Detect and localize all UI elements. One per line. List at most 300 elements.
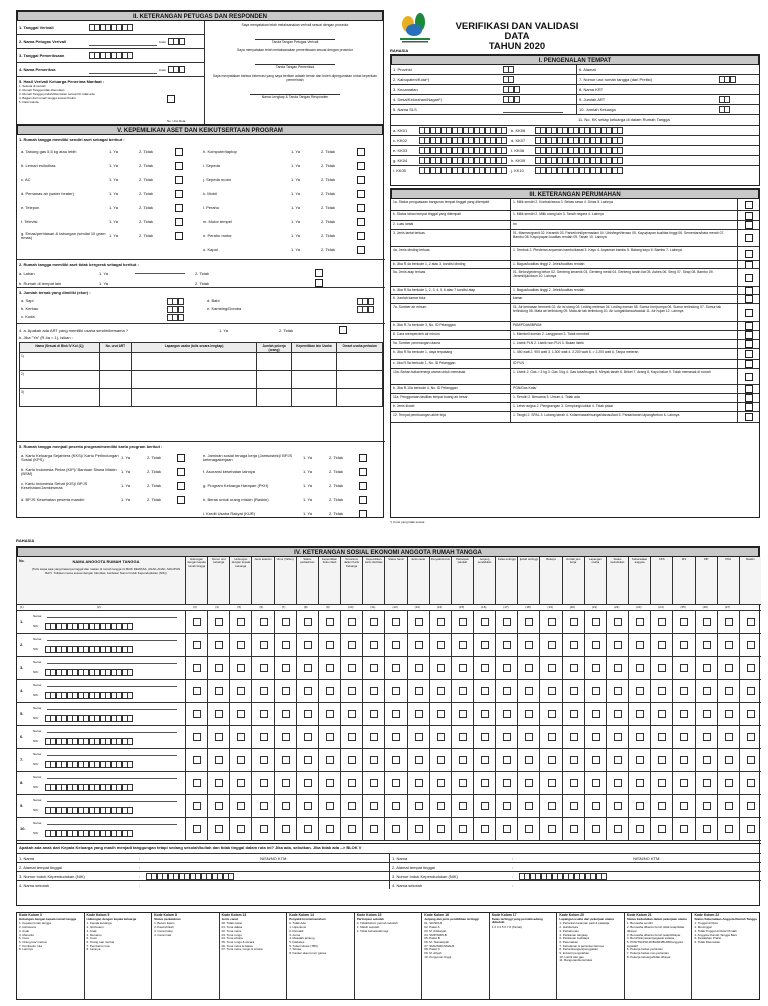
member-answer-box[interactable]: [636, 641, 644, 649]
member-answer-box[interactable]: [215, 664, 223, 672]
member-answer-box[interactable]: [215, 641, 223, 649]
member-answer-box[interactable]: [503, 733, 511, 741]
q2a-box[interactable]: [315, 269, 323, 277]
usaha-row[interactable]: 2): [20, 371, 383, 389]
housing-answer-box[interactable]: [745, 250, 753, 258]
member-answer-box[interactable]: [725, 756, 733, 764]
asset-answer-box[interactable]: [357, 218, 365, 226]
member-answer-box[interactable]: [304, 687, 312, 695]
member-answer-box[interactable]: [481, 687, 489, 695]
kk07-boxes[interactable]: [535, 137, 623, 144]
member-name-field[interactable]: [47, 774, 177, 779]
member-answer-box[interactable]: [260, 687, 268, 695]
kk06-boxes[interactable]: [535, 127, 623, 134]
member-answer-box[interactable]: [592, 825, 600, 833]
member-answer-box[interactable]: [437, 641, 445, 649]
member-answer-box[interactable]: [614, 802, 622, 810]
housing-answer-box[interactable]: [745, 234, 753, 242]
hasil-code-box[interactable]: [167, 95, 175, 103]
member-answer-box[interactable]: [703, 779, 711, 787]
member-answer-box[interactable]: [392, 779, 400, 787]
member-nik-boxes[interactable]: [45, 646, 133, 653]
usaha-row[interactable]: 1): [20, 353, 383, 371]
member-answer-box[interactable]: [459, 618, 467, 626]
member-answer-box[interactable]: [592, 618, 600, 626]
member-answer-box[interactable]: [747, 825, 755, 833]
member-answer-box[interactable]: [703, 710, 711, 718]
member-answer-box[interactable]: [459, 756, 467, 764]
housing-answer-box[interactable]: [745, 373, 753, 381]
kk09-boxes[interactable]: [535, 157, 623, 164]
member-nik-boxes[interactable]: [45, 830, 133, 837]
kk01-boxes[interactable]: [419, 127, 507, 134]
member-answer-box[interactable]: [304, 710, 312, 718]
member-answer-box[interactable]: [304, 733, 312, 741]
asset-answer-box[interactable]: [175, 148, 183, 156]
member-answer-box[interactable]: [215, 756, 223, 764]
member-answer-box[interactable]: [392, 664, 400, 672]
member-answer-box[interactable]: [503, 664, 511, 672]
program-answer-box[interactable]: [359, 496, 367, 504]
member-answer-box[interactable]: [193, 687, 201, 695]
member-answer-box[interactable]: [370, 756, 378, 764]
member-answer-box[interactable]: [193, 779, 201, 787]
member-answer-box[interactable]: [304, 641, 312, 649]
member-answer-box[interactable]: [392, 802, 400, 810]
member-answer-box[interactable]: [348, 733, 356, 741]
member-answer-box[interactable]: [459, 710, 467, 718]
nama-sls-field[interactable]: [503, 106, 563, 113]
member-answer-box[interactable]: [326, 687, 334, 695]
housing-answer-box[interactable]: [745, 331, 753, 339]
member-answer-box[interactable]: [459, 733, 467, 741]
member-answer-box[interactable]: [370, 733, 378, 741]
housing-answer-box[interactable]: [745, 309, 753, 317]
member-answer-box[interactable]: [326, 664, 334, 672]
asset-answer-box[interactable]: [357, 148, 365, 156]
tanggal-pemeriksaan-boxes[interactable]: [89, 52, 133, 59]
housing-answer-box[interactable]: [745, 212, 753, 220]
member-answer-box[interactable]: [348, 756, 356, 764]
program-answer-box[interactable]: [177, 496, 185, 504]
provinsi-boxes[interactable]: [503, 66, 514, 73]
member-answer-box[interactable]: [260, 825, 268, 833]
member-name-field[interactable]: [47, 659, 177, 664]
member-answer-box[interactable]: [415, 710, 423, 718]
kerbau-boxes[interactable]: [167, 306, 184, 313]
member-answer-box[interactable]: [503, 756, 511, 764]
member-answer-box[interactable]: [459, 664, 467, 672]
member-answer-box[interactable]: [680, 825, 688, 833]
member-answer-box[interactable]: [725, 641, 733, 649]
member-answer-box[interactable]: [304, 779, 312, 787]
kk02-boxes[interactable]: [419, 137, 507, 144]
program-answer-box[interactable]: [359, 510, 367, 518]
asset-answer-box[interactable]: [357, 190, 365, 198]
member-name-field[interactable]: [47, 820, 177, 825]
member-answer-box[interactable]: [570, 733, 578, 741]
member-answer-box[interactable]: [614, 687, 622, 695]
member-answer-box[interactable]: [193, 802, 201, 810]
q2b-box[interactable]: [315, 279, 323, 287]
housing-answer-box[interactable]: [745, 201, 753, 209]
member-answer-box[interactable]: [282, 641, 290, 649]
member-answer-box[interactable]: [636, 687, 644, 695]
member-answer-box[interactable]: [260, 802, 268, 810]
member-answer-box[interactable]: [548, 641, 556, 649]
member-answer-box[interactable]: [326, 779, 334, 787]
member-answer-box[interactable]: [193, 641, 201, 649]
member-answer-box[interactable]: [525, 779, 533, 787]
member-answer-box[interactable]: [415, 664, 423, 672]
housing-answer-box[interactable]: [745, 394, 753, 402]
member-answer-box[interactable]: [437, 756, 445, 764]
member-answer-box[interactable]: [459, 687, 467, 695]
member-answer-box[interactable]: [548, 825, 556, 833]
member-answer-box[interactable]: [415, 756, 423, 764]
member-answer-box[interactable]: [237, 618, 245, 626]
asset-answer-box[interactable]: [357, 204, 365, 212]
member-answer-box[interactable]: [725, 710, 733, 718]
member-answer-box[interactable]: [503, 710, 511, 718]
member-nik-boxes[interactable]: [45, 807, 133, 814]
member-answer-box[interactable]: [237, 710, 245, 718]
member-answer-box[interactable]: [747, 641, 755, 649]
kambing-boxes[interactable]: [357, 306, 374, 313]
member-answer-box[interactable]: [237, 664, 245, 672]
member-answer-box[interactable]: [680, 687, 688, 695]
member-nik-boxes[interactable]: [45, 738, 133, 745]
member-answer-box[interactable]: [525, 710, 533, 718]
member-answer-box[interactable]: [548, 710, 556, 718]
member-answer-box[interactable]: [282, 825, 290, 833]
member-answer-box[interactable]: [370, 687, 378, 695]
member-answer-box[interactable]: [703, 825, 711, 833]
kk03-boxes[interactable]: [419, 147, 507, 154]
member-answer-box[interactable]: [348, 710, 356, 718]
asset-answer-box[interactable]: [175, 218, 183, 226]
member-answer-box[interactable]: [237, 687, 245, 695]
member-answer-box[interactable]: [636, 802, 644, 810]
member-answer-box[interactable]: [592, 779, 600, 787]
member-answer-box[interactable]: [193, 664, 201, 672]
program-answer-box[interactable]: [177, 468, 185, 476]
jumlah-art-boxes[interactable]: [719, 96, 730, 103]
kabupaten-boxes[interactable]: [503, 76, 514, 83]
member-answer-box[interactable]: [614, 825, 622, 833]
member-answer-box[interactable]: [415, 802, 423, 810]
member-answer-box[interactable]: [304, 825, 312, 833]
member-answer-box[interactable]: [481, 733, 489, 741]
program-answer-box[interactable]: [177, 482, 185, 490]
member-answer-box[interactable]: [237, 733, 245, 741]
member-nik-boxes[interactable]: [45, 623, 133, 630]
member-answer-box[interactable]: [548, 779, 556, 787]
member-answer-box[interactable]: [481, 779, 489, 787]
member-answer-box[interactable]: [592, 687, 600, 695]
kk05-boxes[interactable]: [419, 167, 507, 174]
housing-answer-box[interactable]: [745, 413, 753, 421]
member-answer-box[interactable]: [525, 641, 533, 649]
member-answer-box[interactable]: [326, 756, 334, 764]
member-nik-boxes[interactable]: [45, 784, 133, 791]
member-answer-box[interactable]: [326, 710, 334, 718]
member-answer-box[interactable]: [548, 664, 556, 672]
member-answer-box[interactable]: [680, 641, 688, 649]
member-answer-box[interactable]: [282, 687, 290, 695]
babi-boxes[interactable]: [357, 298, 374, 305]
asset-answer-box[interactable]: [357, 232, 365, 240]
member-answer-box[interactable]: [215, 802, 223, 810]
member-answer-box[interactable]: [592, 641, 600, 649]
member-answer-box[interactable]: [437, 733, 445, 741]
member-answer-box[interactable]: [215, 825, 223, 833]
member-answer-box[interactable]: [370, 710, 378, 718]
member-answer-box[interactable]: [525, 733, 533, 741]
member-answer-box[interactable]: [437, 802, 445, 810]
member-answer-box[interactable]: [525, 802, 533, 810]
member-answer-box[interactable]: [747, 710, 755, 718]
member-nik-boxes[interactable]: [45, 715, 133, 722]
member-answer-box[interactable]: [680, 779, 688, 787]
member-answer-box[interactable]: [304, 756, 312, 764]
housing-answer-box[interactable]: [745, 340, 753, 348]
housing-answer-box[interactable]: [745, 403, 753, 411]
member-answer-box[interactable]: [481, 618, 489, 626]
member-answer-box[interactable]: [481, 802, 489, 810]
member-answer-box[interactable]: [437, 687, 445, 695]
member-answer-box[interactable]: [725, 802, 733, 810]
member-name-field[interactable]: [47, 705, 177, 710]
member-answer-box[interactable]: [348, 687, 356, 695]
kk08-boxes[interactable]: [535, 147, 623, 154]
program-answer-box[interactable]: [177, 454, 185, 462]
member-answer-box[interactable]: [415, 641, 423, 649]
member-answer-box[interactable]: [725, 779, 733, 787]
member-answer-box[interactable]: [260, 710, 268, 718]
member-answer-box[interactable]: [658, 733, 666, 741]
member-answer-box[interactable]: [703, 618, 711, 626]
member-answer-box[interactable]: [747, 756, 755, 764]
member-answer-box[interactable]: [459, 825, 467, 833]
member-answer-box[interactable]: [703, 687, 711, 695]
member-answer-box[interactable]: [215, 687, 223, 695]
member-name-field[interactable]: [47, 728, 177, 733]
nourut-ruta-boxes[interactable]: [719, 76, 736, 83]
member-answer-box[interactable]: [348, 802, 356, 810]
member-answer-box[interactable]: [260, 618, 268, 626]
member-answer-box[interactable]: [326, 618, 334, 626]
member-answer-box[interactable]: [570, 825, 578, 833]
member-answer-box[interactable]: [503, 825, 511, 833]
member-answer-box[interactable]: [636, 779, 644, 787]
member-answer-box[interactable]: [703, 641, 711, 649]
sapi-boxes[interactable]: [167, 298, 184, 305]
member-answer-box[interactable]: [525, 664, 533, 672]
member-answer-box[interactable]: [503, 802, 511, 810]
member-answer-box[interactable]: [215, 710, 223, 718]
housing-answer-box[interactable]: [745, 350, 753, 358]
housing-answer-box[interactable]: [745, 360, 753, 368]
kk10-boxes[interactable]: [535, 167, 623, 174]
member-answer-box[interactable]: [392, 825, 400, 833]
housing-answer-box[interactable]: [745, 221, 753, 229]
member-answer-box[interactable]: [614, 710, 622, 718]
member-answer-box[interactable]: [193, 756, 201, 764]
member-answer-box[interactable]: [592, 710, 600, 718]
member-answer-box[interactable]: [703, 802, 711, 810]
member-answer-box[interactable]: [658, 664, 666, 672]
member-answer-box[interactable]: [348, 664, 356, 672]
member-answer-box[interactable]: [282, 802, 290, 810]
member-answer-box[interactable]: [747, 618, 755, 626]
member-name-field[interactable]: [47, 797, 177, 802]
member-answer-box[interactable]: [680, 802, 688, 810]
member-answer-box[interactable]: [680, 710, 688, 718]
member-answer-box[interactable]: [215, 618, 223, 626]
member-answer-box[interactable]: [304, 802, 312, 810]
member-answer-box[interactable]: [658, 618, 666, 626]
member-answer-box[interactable]: [282, 779, 290, 787]
member-answer-box[interactable]: [636, 664, 644, 672]
asset-answer-box[interactable]: [175, 204, 183, 212]
member-answer-box[interactable]: [260, 779, 268, 787]
member-answer-box[interactable]: [193, 618, 201, 626]
member-answer-box[interactable]: [525, 825, 533, 833]
member-answer-box[interactable]: [282, 618, 290, 626]
member-answer-box[interactable]: [304, 618, 312, 626]
member-answer-box[interactable]: [260, 641, 268, 649]
member-answer-box[interactable]: [592, 733, 600, 741]
member-answer-box[interactable]: [481, 825, 489, 833]
member-answer-box[interactable]: [437, 825, 445, 833]
member-answer-box[interactable]: [658, 756, 666, 764]
desa-boxes[interactable]: [503, 96, 520, 103]
member-answer-box[interactable]: [392, 687, 400, 695]
q4a-box[interactable]: [339, 326, 347, 334]
member-answer-box[interactable]: [459, 802, 467, 810]
member-answer-box[interactable]: [680, 733, 688, 741]
member-answer-box[interactable]: [703, 733, 711, 741]
kode-petugas-boxes[interactable]: [168, 38, 185, 45]
tanggal-verivali-boxes[interactable]: [89, 24, 133, 31]
member-answer-box[interactable]: [370, 618, 378, 626]
member-answer-box[interactable]: [570, 641, 578, 649]
member-answer-box[interactable]: [415, 733, 423, 741]
member-answer-box[interactable]: [592, 664, 600, 672]
member-answer-box[interactable]: [636, 756, 644, 764]
member-answer-box[interactable]: [260, 756, 268, 764]
asset-answer-box[interactable]: [175, 162, 183, 170]
member-answer-box[interactable]: [592, 756, 600, 764]
member-answer-box[interactable]: [614, 664, 622, 672]
member-answer-box[interactable]: [725, 733, 733, 741]
member-answer-box[interactable]: [503, 779, 511, 787]
member-answer-box[interactable]: [725, 618, 733, 626]
member-answer-box[interactable]: [548, 802, 556, 810]
member-answer-box[interactable]: [658, 825, 666, 833]
member-answer-box[interactable]: [658, 802, 666, 810]
member-answer-box[interactable]: [570, 687, 578, 695]
member-answer-box[interactable]: [636, 710, 644, 718]
member-answer-box[interactable]: [282, 733, 290, 741]
asset-answer-box[interactable]: [175, 190, 183, 198]
member-answer-box[interactable]: [326, 641, 334, 649]
member-answer-box[interactable]: [282, 664, 290, 672]
member-answer-box[interactable]: [282, 756, 290, 764]
member-answer-box[interactable]: [415, 618, 423, 626]
member-answer-box[interactable]: [703, 756, 711, 764]
housing-answer-box[interactable]: [745, 261, 753, 269]
member-answer-box[interactable]: [747, 687, 755, 695]
member-answer-box[interactable]: [348, 825, 356, 833]
member-answer-box[interactable]: [481, 664, 489, 672]
member-answer-box[interactable]: [658, 710, 666, 718]
member-answer-box[interactable]: [570, 756, 578, 764]
member-answer-box[interactable]: [636, 733, 644, 741]
housing-answer-box[interactable]: [745, 287, 753, 295]
member-answer-box[interactable]: [525, 618, 533, 626]
member-name-field[interactable]: [47, 682, 177, 687]
member-answer-box[interactable]: [304, 664, 312, 672]
member-answer-box[interactable]: [503, 641, 511, 649]
member-answer-box[interactable]: [481, 641, 489, 649]
member-answer-box[interactable]: [237, 825, 245, 833]
member-answer-box[interactable]: [548, 687, 556, 695]
member-answer-box[interactable]: [282, 710, 290, 718]
member-answer-box[interactable]: [525, 756, 533, 764]
member-answer-box[interactable]: [260, 733, 268, 741]
member-answer-box[interactable]: [237, 779, 245, 787]
nik-tanggungan-1[interactable]: [146, 873, 234, 880]
member-answer-box[interactable]: [747, 802, 755, 810]
member-answer-box[interactable]: [658, 687, 666, 695]
nama-petugas-field[interactable]: [89, 38, 157, 46]
member-answer-box[interactable]: [237, 756, 245, 764]
member-answer-box[interactable]: [370, 641, 378, 649]
member-answer-box[interactable]: [348, 641, 356, 649]
member-answer-box[interactable]: [437, 618, 445, 626]
member-answer-box[interactable]: [570, 802, 578, 810]
member-nik-boxes[interactable]: [45, 669, 133, 676]
member-answer-box[interactable]: [658, 641, 666, 649]
member-answer-box[interactable]: [415, 779, 423, 787]
member-answer-box[interactable]: [747, 664, 755, 672]
member-answer-box[interactable]: [415, 825, 423, 833]
housing-answer-box[interactable]: [745, 322, 753, 330]
member-answer-box[interactable]: [503, 618, 511, 626]
member-answer-box[interactable]: [437, 710, 445, 718]
member-answer-box[interactable]: [680, 664, 688, 672]
member-answer-box[interactable]: [437, 779, 445, 787]
kode-pemeriksa-boxes[interactable]: [168, 66, 185, 73]
member-answer-box[interactable]: [481, 756, 489, 764]
member-answer-box[interactable]: [636, 825, 644, 833]
member-answer-box[interactable]: [614, 779, 622, 787]
member-nik-boxes[interactable]: [45, 692, 133, 699]
member-nik-boxes[interactable]: [45, 761, 133, 768]
asset-answer-box[interactable]: [175, 176, 183, 184]
member-answer-box[interactable]: [392, 710, 400, 718]
member-answer-box[interactable]: [481, 710, 489, 718]
member-answer-box[interactable]: [592, 802, 600, 810]
kk04-boxes[interactable]: [419, 157, 507, 164]
member-answer-box[interactable]: [614, 641, 622, 649]
member-name-field[interactable]: [47, 636, 177, 641]
member-answer-box[interactable]: [260, 664, 268, 672]
kecamatan-boxes[interactable]: [503, 86, 520, 93]
kuda-boxes[interactable]: [167, 314, 184, 321]
